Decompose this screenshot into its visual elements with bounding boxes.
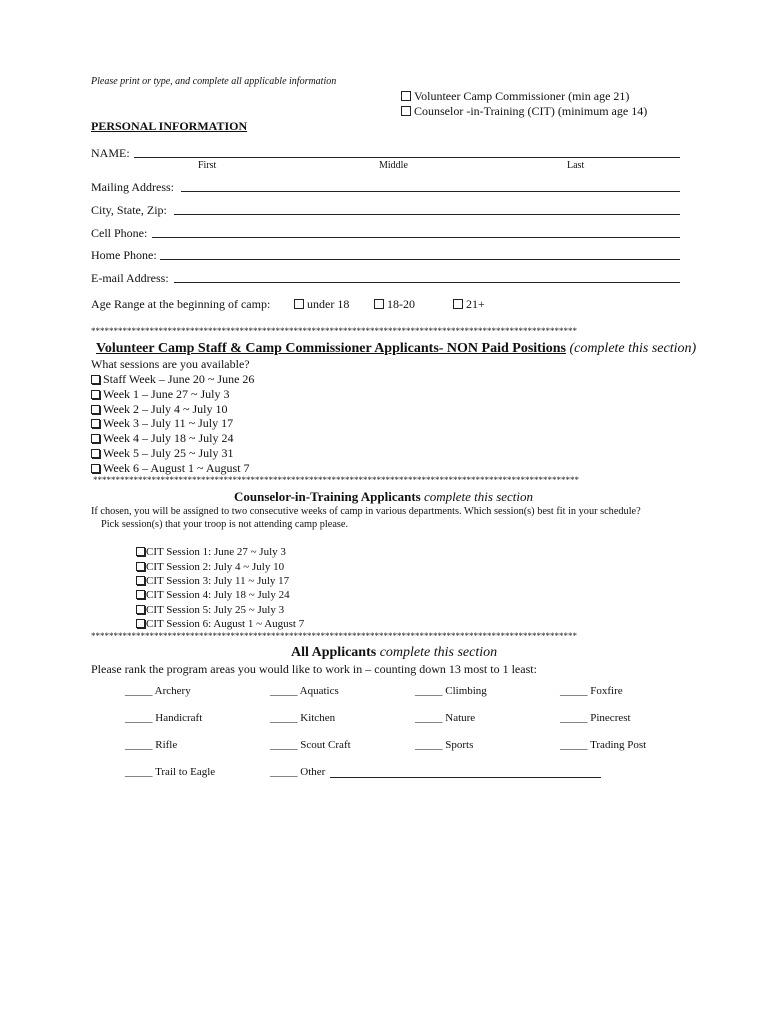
rank-blank[interactable]: _____: [270, 739, 298, 751]
session-label: CIT Session 5: July 25 ~ July 3: [146, 604, 285, 616]
home-field[interactable]: [160, 259, 680, 260]
home-label: Home Phone:: [91, 248, 157, 262]
area-label: Trail to Eagle: [155, 766, 216, 778]
session-label: Week 1 – June 27 ~ July 3: [103, 387, 230, 401]
email-label: E-mail Address:: [91, 271, 169, 285]
session-label: Week 2 – July 4 ~ July 10: [103, 402, 228, 416]
checkbox[interactable]: [136, 547, 145, 556]
checkbox[interactable]: [91, 434, 100, 443]
session-label: Week 3 – July 11 ~ July 17: [103, 416, 234, 430]
rank-item-nature[interactable]: [415, 712, 475, 724]
checkbox[interactable]: [136, 576, 145, 585]
city-field[interactable]: [174, 214, 680, 215]
volunteer-session-week1[interactable]: [91, 387, 230, 402]
session-label: Staff Week – June 20 ~ June 26: [103, 372, 255, 386]
age-option-18-20[interactable]: [374, 297, 415, 312]
all-heading-text: All Applicants: [291, 645, 377, 660]
checkbox[interactable]: [91, 405, 100, 414]
rank-item-other[interactable]: [270, 766, 325, 778]
volunteer-session-week2[interactable]: [91, 402, 228, 417]
session-label: Week 4 – July 18 ~ July 24: [103, 431, 234, 445]
session-label: Week 5 – July 25 ~ July 31: [103, 446, 234, 460]
checkbox[interactable]: [401, 91, 411, 101]
mailing-label: Mailing Address:: [91, 180, 174, 194]
rank-item-handicraft[interactable]: [125, 712, 202, 724]
position-option-cit[interactable]: [401, 104, 647, 119]
checkbox[interactable]: [453, 299, 463, 309]
rank-item-climbing[interactable]: [415, 685, 487, 697]
cit-heading-text: Counselor-in-Training Applicants: [234, 489, 421, 504]
area-label: Pinecrest: [590, 712, 631, 724]
checkbox[interactable]: [91, 375, 100, 384]
cit-instruction-1: If chosen, you will be assigned to two consecutive weeks of camp in various departments. Which session(s) best fit in your schedule?: [91, 506, 641, 517]
area-label: Nature: [445, 712, 476, 724]
rank-blank[interactable]: _____: [270, 766, 298, 778]
position-option-commissioner[interactable]: [401, 89, 629, 104]
volunteer-heading-note: (complete this section): [569, 341, 697, 356]
session-label: CIT Session 6: August 1 ~ August 7: [146, 618, 305, 630]
session-label: CIT Session 2: July 4 ~ July 10: [146, 561, 285, 573]
all-heading: [291, 645, 497, 661]
separator: ************************************************************************************************************: [91, 326, 577, 336]
cit-heading: [234, 489, 533, 505]
cit-instruction-2: Pick session(s) that your troop is not attending camp please.: [101, 519, 349, 530]
name-middle-caption: Middle: [379, 160, 408, 171]
rank-blank[interactable]: _____: [415, 739, 443, 751]
name-first-caption: First: [198, 160, 217, 171]
rank-item-scout-craft[interactable]: [270, 739, 351, 751]
area-label: Scout Craft: [300, 739, 351, 751]
area-label: Trading Post: [590, 739, 647, 751]
other-field[interactable]: [330, 777, 601, 778]
rank-instruction: Please rank the program areas you would like to work in – counting down 13 most to 1 least:: [91, 662, 537, 676]
intro-text: Please print or type, and complete all applicable information: [91, 76, 337, 87]
age-option-21plus[interactable]: [453, 297, 485, 312]
checkbox[interactable]: [294, 299, 304, 309]
rank-blank[interactable]: _____: [125, 685, 153, 697]
age-label: Age Range at the beginning of camp:: [91, 297, 271, 311]
checkbox[interactable]: [401, 106, 411, 116]
separator: ************************************************************************************************************: [93, 475, 579, 485]
volunteer-session-staff[interactable]: [91, 372, 254, 387]
rank-item-pinecrest[interactable]: [560, 712, 631, 724]
cit-session-4[interactable]: [136, 589, 290, 601]
rank-item-foxfire[interactable]: [560, 685, 623, 697]
rank-blank[interactable]: _____: [125, 739, 153, 751]
volunteer-session-week5[interactable]: [91, 446, 234, 461]
email-field[interactable]: [174, 282, 680, 283]
rank-blank[interactable]: _____: [270, 712, 298, 724]
area-label: Other: [300, 766, 326, 778]
area-label: Handicraft: [155, 712, 203, 724]
checkbox[interactable]: [91, 419, 100, 428]
rank-blank[interactable]: _____: [270, 685, 298, 697]
checkbox[interactable]: [91, 464, 100, 473]
session-label: CIT Session 4: July 18 ~ July 24: [146, 589, 290, 601]
checkbox[interactable]: [91, 449, 100, 458]
age-option-under18[interactable]: [294, 297, 349, 312]
position-label: Counselor -in-Training (CIT) (minimum age 14): [414, 104, 648, 118]
checkbox[interactable]: [136, 562, 145, 571]
rank-item-trading-post[interactable]: [560, 739, 646, 751]
name-label: NAME:: [91, 146, 130, 160]
volunteer-session-week3[interactable]: [91, 416, 233, 431]
rank-blank[interactable]: _____: [125, 766, 153, 778]
rank-blank[interactable]: _____: [415, 685, 443, 697]
volunteer-heading-text: Volunteer Camp Staff & Camp Commissioner Applicants- NON Paid Positions: [96, 341, 566, 356]
all-heading-note: complete this section: [379, 645, 498, 660]
rank-blank[interactable]: _____: [560, 712, 588, 724]
position-label: Volunteer Camp Commissioner (min age 21): [414, 89, 630, 103]
rank-blank[interactable]: _____: [125, 712, 153, 724]
age-option-label: 21+: [466, 297, 485, 311]
session-label: CIT Session 3: July 11 ~ July 17: [146, 575, 290, 587]
rank-blank[interactable]: _____: [415, 712, 443, 724]
cit-heading-note: complete this section: [423, 489, 534, 504]
volunteer-session-week6[interactable]: [91, 461, 250, 476]
volunteer-session-week4[interactable]: [91, 431, 234, 446]
area-label: Rifle: [155, 739, 178, 751]
cell-label: Cell Phone:: [91, 226, 148, 240]
checkbox[interactable]: [136, 590, 145, 599]
rank-item-rifle[interactable]: [125, 739, 177, 751]
cit-session-1[interactable]: [136, 546, 286, 558]
checkbox[interactable]: [91, 390, 100, 399]
cit-session-3[interactable]: [136, 575, 289, 587]
area-label: Archery: [154, 685, 191, 697]
area-label: Climbing: [445, 685, 487, 697]
age-option-label: 18-20: [387, 297, 415, 311]
volunteer-question: What sessions are you available?: [91, 357, 250, 371]
rank-item-aquatics[interactable]: [270, 685, 339, 697]
checkbox[interactable]: [136, 605, 145, 614]
area-label: Kitchen: [300, 712, 336, 724]
name-last-caption: Last: [567, 160, 585, 171]
rank-blank[interactable]: _____: [560, 685, 588, 697]
cell-field[interactable]: [152, 237, 680, 238]
cit-session-2[interactable]: [136, 561, 284, 573]
mailing-field[interactable]: [181, 191, 680, 192]
checkbox[interactable]: [136, 619, 145, 628]
personal-info-heading: PERSONAL INFORMATION: [91, 119, 248, 133]
cit-session-5[interactable]: [136, 604, 284, 616]
session-label: CIT Session 1: June 27 ~ July 3: [146, 546, 286, 558]
age-option-label: under 18: [307, 297, 350, 311]
cit-session-6[interactable]: [136, 618, 304, 630]
separator: ************************************************************************************************************: [91, 631, 577, 641]
rank-item-kitchen[interactable]: [270, 712, 335, 724]
area-label: Foxfire: [590, 685, 623, 697]
rank-item-archery[interactable]: [125, 685, 191, 697]
rank-item-trail-to-eagle[interactable]: [125, 766, 215, 778]
name-field[interactable]: [134, 157, 680, 158]
city-label: City, State, Zip:: [91, 203, 167, 217]
rank-item-sports[interactable]: [415, 739, 473, 751]
volunteer-heading: [96, 341, 696, 357]
session-label: Week 6 – August 1 ~ August 7: [103, 461, 250, 475]
checkbox[interactable]: [374, 299, 384, 309]
rank-blank[interactable]: _____: [560, 739, 588, 751]
area-label: Aquatics: [299, 685, 339, 697]
area-label: Sports: [445, 739, 474, 751]
